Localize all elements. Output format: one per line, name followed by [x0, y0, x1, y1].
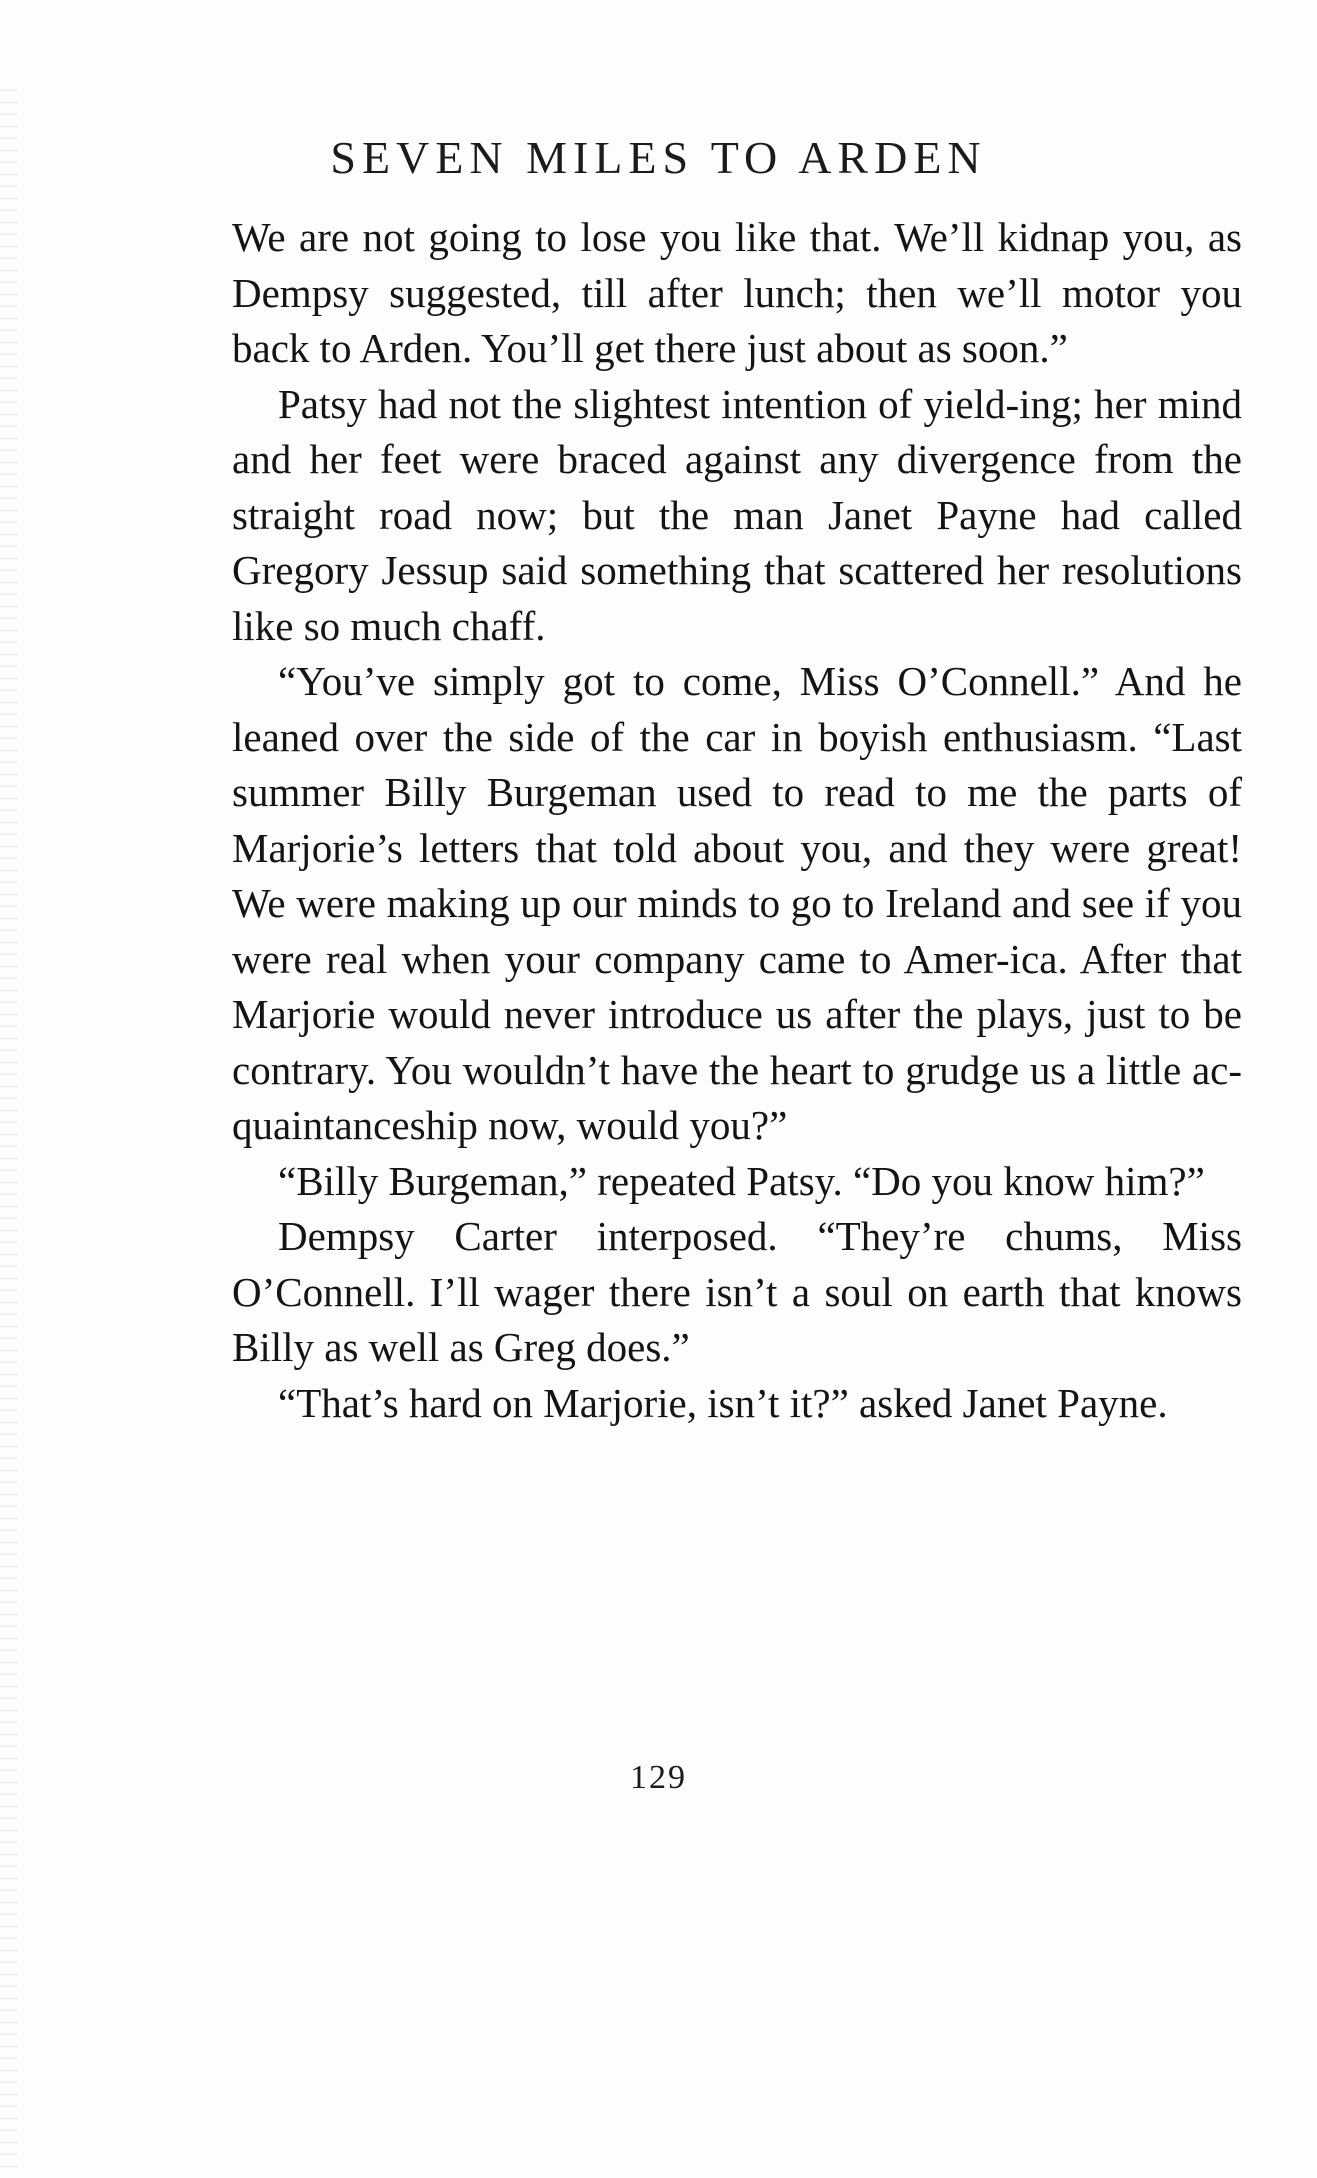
paragraph: “You’ve simply got to come, Miss O’Connell.” And he leaned over the side of the car in boyish enthusiasm. “Last summer Billy Burgeman used to read to me the parts of Marjorie’s letters that told about you, and they were great! We were making up our minds to go to Ireland and see if you were real when your company came to Amer-ica. After that Marjorie would never introduce us after the plays, just to be contrary. You wouldn’t have the heart to grudge us a little ac-quaintanceship now, would you?” — [232, 658, 1242, 1148]
page-edge-shadow — [0, 80, 18, 2170]
running-head: SEVEN MILES TO ARDEN — [330, 132, 987, 183]
paragraph: Patsy had not the slightest intention of yield-ing; her mind and her feet were braced against any divergence from the straight road now; but the man Janet Payne had called Gregory Jessup said something that scattered her resolutions like so much chaff. — [232, 380, 1242, 649]
paragraph: We are not going to lose you like that. We’ll kidnap you, as Dempsy suggested, till after lunch; then we’ll motor you back to Arden. You’ll get there just about as soon.” — [232, 214, 1242, 371]
paragraph: Dempsy Carter interposed. “They’re chums, Miss O’Connell. I’ll wager there isn’t a soul on earth that knows Billy as well as Greg does.” — [232, 1213, 1242, 1370]
paragraph: “Billy Burgeman,” repeated Patsy. “Do you know him?” — [278, 1157, 1205, 1204]
paragraph: “That’s hard on Marjorie, isn’t it?” asked Janet Payne. — [278, 1379, 1168, 1426]
page-number: 129 — [630, 1759, 687, 1796]
body-text — [232, 210, 1242, 1431]
